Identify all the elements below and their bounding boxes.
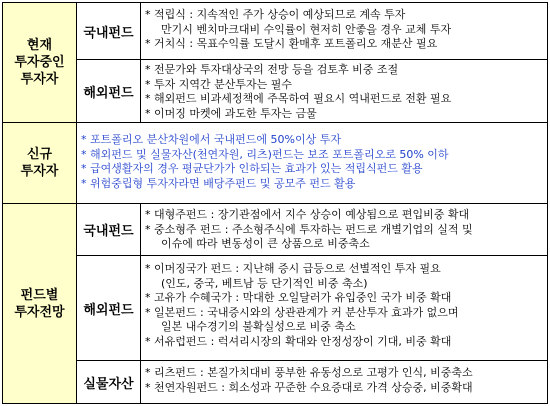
- category-line: 투자자: [20, 72, 59, 87]
- category-line: 투자중인: [14, 55, 65, 70]
- content-line: * 투자 지역간 분산투자는 필수: [145, 77, 292, 91]
- category-current-investors: [3, 3, 77, 123]
- content-line: * 전문가와 투자대상국의 전망 등을 검토후 비중 조절: [145, 63, 399, 76]
- outlook-domestic-content: [141, 204, 547, 256]
- content-line: 일본 내수경기의 불확실성으로 비중 축소: [161, 320, 356, 333]
- content-line: * 중소형주 펀드 : 주소형주식에 투자하는 펀드로 개별기업의 실적 및: [145, 222, 473, 236]
- content-line: * 해외펀드 비과세정책에 주목하여 필요시 역내펀드로 전환 필요: [145, 92, 452, 105]
- content-line: * 포트폴리오 분산차원에서 국내펀드에 50%이상 투자: [81, 133, 341, 146]
- content-line: 이슈에 따라 변동성이 큰 상품으로 비중축소: [161, 237, 370, 250]
- content-line: * 서유럽펀드 : 럭셔리시장의 확대와 안정성장이 기대, 비중 확대: [145, 334, 452, 348]
- subcategory-label: 실물자산: [83, 376, 134, 392]
- subcategory-label: 국내펀드: [83, 224, 134, 239]
- subcategory-real-assets: [77, 361, 141, 403]
- current-overseas-content: [141, 60, 547, 123]
- current-domestic-content: [141, 3, 547, 60]
- subcategory-domestic-fund: [77, 204, 141, 256]
- subcategory-domestic-fund: [77, 3, 141, 60]
- content-line: * 천연자원펀드 : 희소성과 꾸준한 수요증대로 가격 상승중, 비중확대: [145, 380, 473, 394]
- outlook-real-assets-content: [141, 361, 547, 403]
- content-line: * 리츠펀드 : 본질가치대비 풍부한 유동성으로 고평가 인식, 비중축소: [145, 366, 473, 379]
- content-line: * 고유가 수혜국가 : 막대한 오일달러가 유입중인 국가 비중 확대: [145, 291, 452, 304]
- content-line: * 해외펀드 및 실물자산(천연자원, 리츠)펀드는 보조 포트폴리오로 50% 이하: [81, 147, 449, 161]
- content-line: * 대형주펀드 : 장기관점에서 지수 상승이 예상됨으로 편입비중 확대: [145, 208, 470, 221]
- subcategory-label: 국내펀드: [83, 25, 134, 41]
- investment-strategy-table: [2, 2, 548, 404]
- new-investors-content: [77, 123, 547, 204]
- content-line: * 이머징국가 펀드 : 지난해 증시 급등으로 선별적인 투자 필요: [145, 262, 441, 275]
- content-line: (인도, 중국, 베트남 등 단기적인 비중 축소): [161, 276, 368, 290]
- subcategory-overseas-fund: [77, 256, 141, 361]
- content-line: * 거치식 : 목표수익률 도달시 환매후 포트폴리오 재분산 필요: [145, 37, 438, 50]
- category-line: 투자자: [20, 164, 59, 179]
- content-line: * 이머징 마켓에 과도한 투자는 금물: [145, 106, 317, 120]
- content-line: * 급여생활자의 경우 평균단가가 인하되는 효과가 있는 적립식펀드 활용: [81, 162, 423, 175]
- category-line: 현재: [26, 38, 53, 53]
- subcategory-label: 해외펀드: [83, 85, 134, 101]
- subcategory-overseas-fund: [77, 60, 141, 123]
- category-line: 신규: [26, 147, 53, 162]
- category-fund-outlook: [3, 204, 77, 403]
- category-new-investors: [3, 123, 77, 204]
- content-line: * 적립식 : 지속적인 주가 상승이 예상되므로 계속 투자: [145, 8, 406, 21]
- category-line: 투자전망: [14, 304, 65, 320]
- category-line: 펀드별: [20, 287, 59, 303]
- subcategory-label: 해외펀드: [83, 302, 134, 318]
- content-line: 만기시 벤치마크대비 수익률이 현저히 안좋을 경우 교체 투자: [161, 22, 452, 36]
- outlook-overseas-content: [141, 256, 547, 361]
- content-line: * 위험중립형 투자자라면 배당주펀드 및 공모주 펀드 활용: [81, 176, 356, 190]
- content-line: * 일본펀드 : 국내증시와의 상관관계가 커 분산투자 효과가 없으며: [145, 305, 459, 319]
